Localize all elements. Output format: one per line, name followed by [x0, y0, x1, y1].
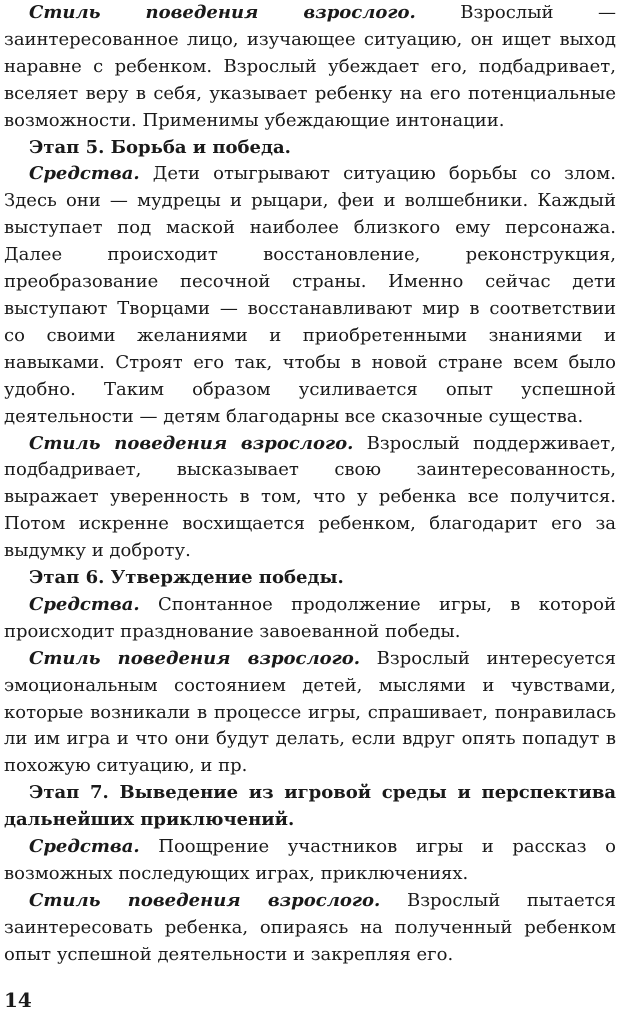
- paragraph-lead: Стиль поведения взрослого.: [29, 432, 354, 454]
- paragraph-lead: Средства.: [29, 163, 140, 185]
- page-number: 14: [4, 988, 32, 1012]
- paragraph-lead: Средства.: [29, 836, 140, 858]
- paragraph-10: [4, 888, 616, 969]
- page-text: [4, 0, 616, 969]
- paragraph-3: [4, 161, 616, 430]
- stage-6-heading: Этап 6. Утверждение победы.: [29, 567, 344, 589]
- paragraph-body: Взрослый — заинтересованное лицо, изучающее ситуацию, он ищет выход наравне с ребенком. Взрослый убеждает его, подбадривает, вселяет веру в себя, указывает ребенку на его потенциальные возможности. Применимы убеждающие интонации.: [4, 2, 616, 131]
- paragraph-body: Взрослый интересуется эмоциональным состоянием детей, мыслями и чувствами, которые возникали в процессе игры, спрашивает, понравилась ли им игра и что они будут делать, если вдруг опять попадут в похожую ситуацию, и пр.: [4, 647, 616, 777]
- paragraph-7: [4, 646, 616, 781]
- paragraph-body: Взрослый поддерживает, подбадривает, высказывает свою заинтересованность, выражает уверенность в том, что у ребенка все получится. Потом искренне восхищается ребенком, благодарит его за выдумку и доброту.: [4, 432, 616, 562]
- paragraph-6: [4, 592, 616, 646]
- paragraph-4: [4, 431, 616, 566]
- paragraph-body: Поощрение участников игры и рассказ о возможных последующих играх, приключениях.: [4, 836, 616, 884]
- paragraph-body: Спонтанное продолжение игры, в которой происходит празднование завоеванной победы.: [4, 593, 616, 642]
- paragraph-lead: Средства.: [29, 593, 140, 615]
- paragraph-lead: Стиль поведения взрослого.: [29, 647, 361, 669]
- paragraph-body: Дети отыгрывают ситуацию борьбы со злом. Здесь они — мудрецы и рыцари, феи и волшебники. Каждый выступает под маской наиболее близкого ему персонажа. Далее происходит восстановление, реконструкция, преобразование песочной страны. Именно сейчас дети выступают Творцами — восстанавливают мир в соответствии со своими желаниями и приобретенными знаниями и навыками. Строят его так, чтобы в новой стране всем было удобно. Таким образом усиливается опыт успешной деятельности — детям благодарны все сказочные существа.: [4, 163, 616, 427]
- paragraph-body: Взрослый пытается заинтересовать ребенка, опираясь на полученный ребенком опыт успешной деятельности и закрепляя его.: [4, 889, 616, 965]
- paragraph-1: [4, 0, 616, 135]
- stage-5-heading: Этап 5. Борьба и победа.: [29, 136, 291, 158]
- paragraph-lead: Стиль поведения взрослого.: [29, 889, 381, 911]
- paragraph-9: [4, 834, 616, 888]
- stage-7-heading: Этап 7. Выведение из игровой среды и перспектива дальнейших приключений.: [4, 782, 616, 831]
- paragraph-lead: Стиль поведения взрослого.: [29, 2, 416, 23]
